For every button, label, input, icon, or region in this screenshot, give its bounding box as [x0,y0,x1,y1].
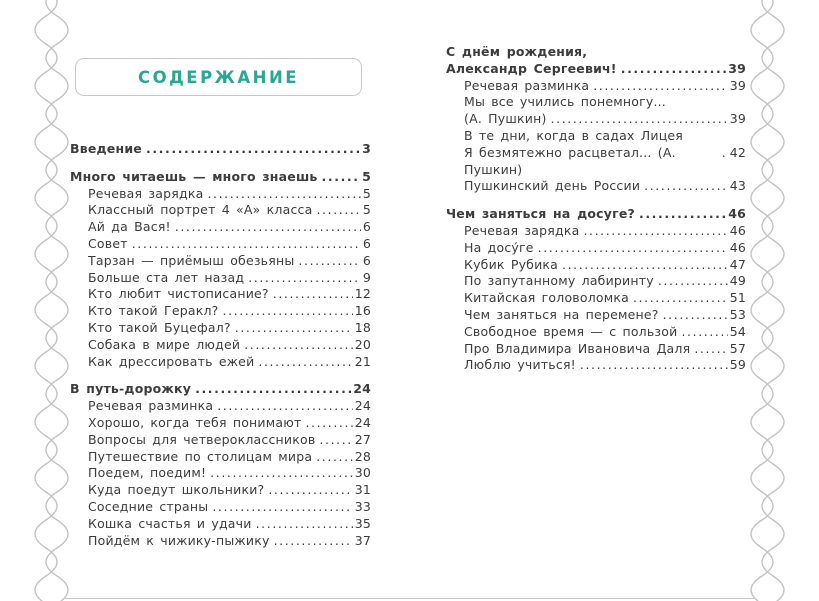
toc-entry-line [88,320,371,337]
page-number: 24 [353,381,371,397]
dot-leader [248,270,361,287]
toc-entry [70,286,371,303]
dot-leader [580,357,728,374]
toc-entry-label: Собака в мире людей [88,336,241,352]
toc-section-heading [446,44,746,78]
page-number: 18 [354,319,371,335]
toc-entry-line [88,499,371,516]
page-number: 59 [729,357,746,373]
toc-entry-line [446,61,746,78]
dot-leader [722,145,728,162]
page-number: 3 [362,141,371,156]
toc-entry-line [88,354,371,371]
contents-title-box [75,58,362,96]
page-number: 24 [354,398,371,414]
dot-leader [644,178,728,195]
dot-leader [658,273,728,290]
toc-entry-label: Совет [88,235,128,251]
toc-entry [70,465,371,482]
toc-entry-line [464,307,746,324]
toc-entry [70,398,371,415]
toc-entry-line [464,128,746,145]
toc-section-heading [70,169,371,186]
dot-leader [223,303,353,320]
toc-entry [446,290,746,307]
toc-column-right [446,44,746,374]
toc-entry [446,240,746,257]
toc-entry-line [464,178,746,195]
toc-entry [446,341,746,358]
toc-entry-label: Кто такой Буцефал? [88,319,231,335]
page-number: 27 [354,431,371,447]
toc-entry [70,337,371,354]
toc-entry-line [70,381,371,398]
dot-leader [316,202,360,219]
dot-leader [244,337,352,354]
dot-leader [146,141,360,158]
toc-entry-line [464,94,746,111]
toc-entry-line [88,482,371,499]
toc-entry-line [88,398,371,415]
toc-entry-label: Поедем, поедим! [88,465,207,481]
toc-entry-label: Как дрессировать ежей [88,353,255,369]
dot-leader [305,415,352,432]
toc-entry-line [88,465,371,482]
toc-entry [70,320,371,337]
dot-leader [274,533,353,550]
page-number: 49 [729,273,746,289]
toc-entry [70,219,371,236]
page-number: 57 [729,340,746,356]
dot-leader [258,354,352,371]
toc-entry-label: В путь-дорожку [70,381,192,397]
page-number: 51 [729,290,746,306]
toc-entry-label: Хорошо, когда тебя понимают [88,414,302,430]
toc-entry-line [88,449,371,466]
toc-entry [446,257,746,274]
toc-entry-label: Кубик Рубика [464,256,559,272]
toc-entry [446,223,746,240]
dot-leader [132,236,361,253]
toc-entry [446,273,746,290]
toc-section-heading [446,206,746,223]
page-number: 20 [354,336,371,352]
toc-entry-line [88,236,371,253]
toc-entry-line [464,324,746,341]
toc-entry-line [464,357,746,374]
toc-entry [446,178,746,195]
dot-leader [316,449,352,466]
toc-entry [446,307,746,324]
toc-entry [70,533,371,550]
toc-entry-label: Пойдём к чижику-пыжику [88,532,270,548]
toc-entry-label: Кто такой Геракл? [88,303,219,319]
toc-section-heading [70,381,371,398]
toc-entry [70,482,371,499]
wavy-edge-right [739,0,819,601]
toc-entry-line [70,141,371,158]
toc-entry-label: Пушкинский день России [464,178,641,194]
page-number: 46 [729,239,746,255]
toc-entry-label: Про Владимира Ивановича Даля [464,340,691,356]
dot-leader [175,219,361,236]
toc-entry-label: (А. Пушкин) [464,111,547,127]
toc-entry [70,186,371,203]
toc-entry-label: Чем заняться на досуге? [446,206,635,222]
page-number: 30 [354,465,371,481]
page-number: 47 [729,256,746,272]
toc-entry-line [70,169,371,186]
page-number: 16 [354,303,371,319]
page-number: 24 [354,414,371,430]
dot-leader [256,516,353,533]
toc-entry-line [88,286,371,303]
toc-entry [70,202,371,219]
contents-title: СОДЕРЖАНИЕ [137,67,300,87]
page-number: 46 [729,222,746,238]
toc-section-heading [70,141,371,158]
toc-entry-label: Речевая зарядка [88,185,204,201]
toc-entry-line [464,111,746,128]
toc-entry-line [464,223,746,240]
toc-entry-label: Чем заняться на перемене? [464,306,659,322]
page-number: 12 [354,286,371,302]
toc-entry [70,415,371,432]
dot-leader [298,253,360,270]
page-number: 39 [728,60,746,76]
page-number: 5 [362,202,371,218]
page-number: 39 [729,77,746,93]
toc-entry [70,354,371,371]
toc-entry-line [464,341,746,358]
toc-entry [70,516,371,533]
toc-entry-label: Много читаешь — много знаешь [70,168,318,184]
toc-entry-line [88,337,371,354]
toc-entry-line [88,303,371,320]
toc-entry [70,303,371,320]
toc-entry-label: Люблю учиться! [464,357,576,373]
toc-entry-line [88,270,371,287]
toc-entry-label: Введение [70,141,142,156]
page-number: 6 [362,235,371,251]
toc-column-left [70,141,371,549]
toc-entry-line [464,290,746,307]
dot-leader [235,320,353,337]
dot-leader [551,111,728,128]
toc-entry-label: Соседние страны [88,498,209,514]
toc-entry-line [446,44,746,61]
dot-leader [663,307,728,324]
dot-leader [207,186,360,203]
page-bottom-edge [63,598,756,599]
dot-leader [210,465,353,482]
toc-entry-line [88,432,371,449]
toc-entry-line [88,516,371,533]
dot-leader [593,78,727,95]
toc-entry-label: Классный портрет 4 «А» класса [88,202,313,218]
toc-entry-line [464,145,746,179]
toc-entry-line [88,219,371,236]
toc-entry-line [88,253,371,270]
page-number: 35 [354,515,371,531]
toc-entry [446,78,746,95]
toc-entry [446,94,746,128]
toc-entry-label: Речевая разминка [464,77,590,93]
toc-entry [70,253,371,270]
dot-leader [562,257,728,274]
toc-entry-label: Свободное время — с пользой [464,323,678,339]
toc-entry-line [464,78,746,95]
toc-entry-label: Я безмятежно расцветал... (А. Пушкин) [464,144,682,177]
page-number: 9 [362,269,371,285]
page-number: 5 [362,185,371,201]
wavy-line [35,0,57,601]
page-number: 54 [729,323,746,339]
toc-entry-line [464,273,746,290]
toc-entry-line [88,533,371,550]
toc-entry-label: Китайская головоломка [464,290,629,306]
toc-entry [70,449,371,466]
wavy-line [46,0,68,601]
dot-leader [195,381,351,398]
page-number: 21 [354,353,371,369]
toc-entry-label: Куда поедут школьники? [88,482,265,498]
wavy-line [751,0,773,601]
page-number: 42 [729,144,746,160]
toc-entry-label: Тарзан — приёмыш обезьяны [88,252,295,268]
page-number: 28 [354,448,371,464]
dot-leader [212,499,352,516]
page-number: 46 [728,206,746,222]
page-number: 33 [354,498,371,514]
toc-entry-label: Ай да Вася! [88,219,171,235]
toc-entry [70,270,371,287]
dot-leader [621,61,726,78]
toc-entry-label: С днём рождения, [446,44,588,59]
toc-entry-label: Вопросы для четвероклассников [88,431,316,447]
wavy-line [762,0,784,601]
dot-leader [217,398,352,415]
dot-leader [538,240,728,257]
page-number: 39 [729,111,746,127]
dot-leader [273,286,353,303]
dot-leader [633,290,728,307]
toc-entry-label: Мы все учились понемногу... [464,94,666,110]
toc-entry-line [464,240,746,257]
toc-entry-label: Кто любит чистописание? [88,286,269,302]
page-number: 53 [729,306,746,322]
toc-entry-label: На досу́ге [464,239,534,255]
toc-entry-line [88,202,371,219]
toc-entry-line [88,186,371,203]
toc-entry [70,236,371,253]
dot-leader [694,341,727,358]
page-number: 6 [362,252,371,268]
toc-entry-line [88,415,371,432]
page-number: 31 [354,482,371,498]
toc-entry-label: Кошка счастья и удачи [88,515,252,531]
page-number: 5 [362,168,371,184]
toc-entry [446,128,746,178]
page-number: 37 [354,532,371,548]
page-number: 6 [362,219,371,235]
dot-leader [681,324,727,341]
page-number: 43 [729,178,746,194]
toc-entry [70,499,371,516]
toc-entry-label: По запутанному лабиринту [464,273,654,289]
toc-entry [70,432,371,449]
toc-entry-label: Александр Сергеевич! [446,60,617,76]
dot-leader [319,432,352,449]
dot-leader [322,169,361,186]
toc-entry-label: Путешествие по столицам мира [88,448,313,464]
dot-leader [639,206,726,223]
toc-entry-label: Речевая зарядка [464,222,580,238]
dot-leader [583,223,727,240]
wavy-edge-left [0,0,80,601]
toc-entry-line [464,257,746,274]
toc-entry-label: В те дни, когда в садах Лицея [464,127,684,143]
toc-entry-label: Речевая разминка [88,398,214,414]
toc-entry-label: Больше ста лет назад [88,269,245,285]
toc-entry [446,357,746,374]
toc-entry-line [446,206,746,223]
toc-entry [446,324,746,341]
dot-leader [268,482,352,499]
